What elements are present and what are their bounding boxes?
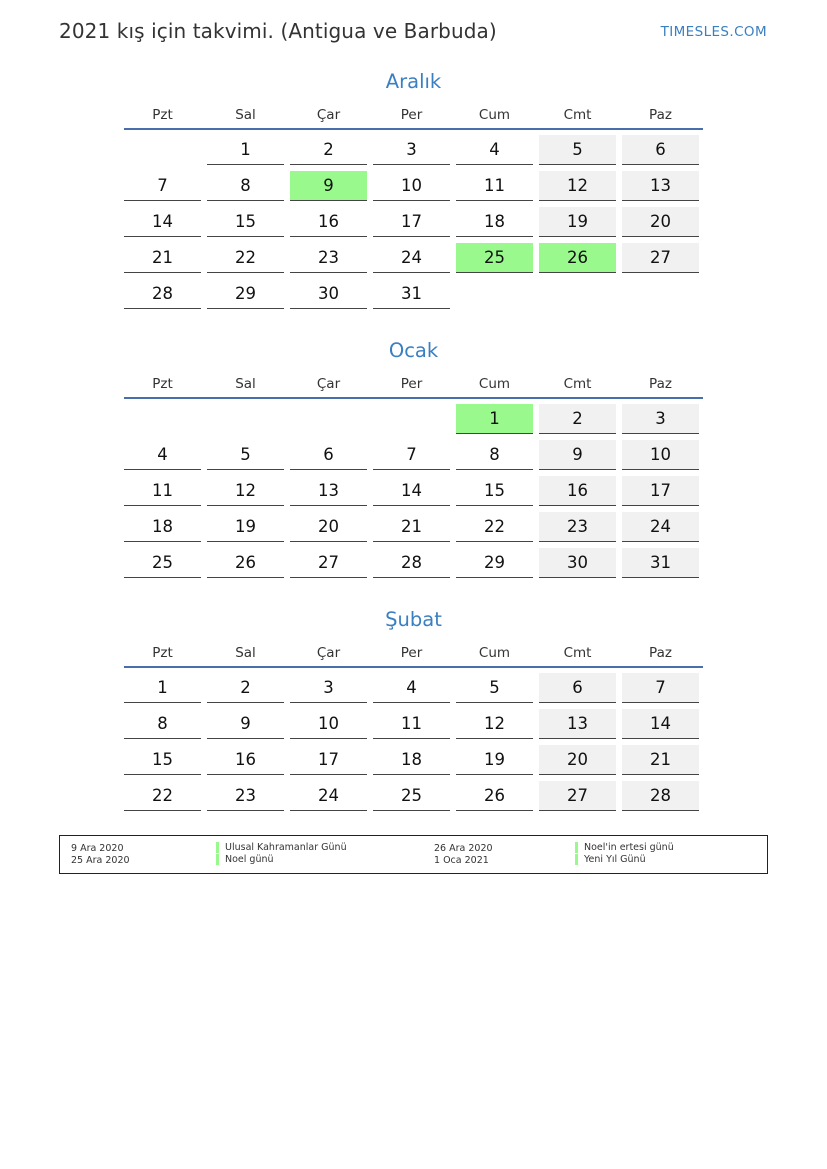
weekday-label: Pzt <box>152 376 173 392</box>
weekend-day-cell: 19 <box>539 207 616 237</box>
week-row <box>124 440 703 470</box>
weekend-day-cell: 5 <box>539 135 616 165</box>
month-1 <box>124 337 703 584</box>
day-cell: 13 <box>290 476 367 506</box>
holiday-day-cell: 9 <box>290 171 367 201</box>
weekend-day-cell: 3 <box>622 404 699 434</box>
week-row <box>124 709 703 739</box>
weekend-day-cell: 13 <box>539 709 616 739</box>
day-cell: 15 <box>456 476 533 506</box>
weekday-label: Paz <box>649 645 672 661</box>
month-name: Ocak <box>388 339 439 362</box>
empty-cell <box>207 404 284 434</box>
weekend-day-cell: 13 <box>622 171 699 201</box>
day-cell: 30 <box>290 279 367 309</box>
weekday-label: Pzt <box>152 645 173 661</box>
week-row <box>124 781 703 811</box>
weekday-header <box>124 376 703 399</box>
day-cell: 5 <box>456 673 533 703</box>
weekend-day-cell: 12 <box>539 171 616 201</box>
weekend-day-cell: 28 <box>622 781 699 811</box>
empty-cell <box>622 279 699 309</box>
legend-holiday-name: Noel'in ertesi günü <box>575 842 674 853</box>
day-cell: 4 <box>456 135 533 165</box>
weekday-label: Per <box>400 376 423 392</box>
weekend-day-cell: 16 <box>539 476 616 506</box>
day-cell: 19 <box>456 745 533 775</box>
legend-date: 1 Oca 2021 <box>434 855 489 866</box>
week-row <box>124 476 703 506</box>
legend-holiday-name: Ulusal Kahramanlar Günü <box>216 842 347 853</box>
legend-holiday-name: Yeni Yıl Günü <box>575 854 646 865</box>
weekend-day-cell: 20 <box>539 745 616 775</box>
legend-date: 9 Ara 2020 <box>71 843 124 854</box>
day-cell: 3 <box>290 673 367 703</box>
holiday-day-cell: 25 <box>456 243 533 273</box>
weekday-label: Sal <box>235 376 256 392</box>
empty-cell <box>290 404 367 434</box>
day-cell: 6 <box>290 440 367 470</box>
weekday-header <box>124 645 703 668</box>
day-cell: 29 <box>207 279 284 309</box>
day-cell: 31 <box>373 279 450 309</box>
day-cell: 10 <box>373 171 450 201</box>
week-row <box>124 171 703 201</box>
day-cell: 25 <box>373 781 450 811</box>
week-row <box>124 745 703 775</box>
day-cell: 19 <box>207 512 284 542</box>
weekend-day-cell: 17 <box>622 476 699 506</box>
day-cell: 2 <box>290 135 367 165</box>
day-cell: 9 <box>207 709 284 739</box>
legend-date: 26 Ara 2020 <box>434 843 493 854</box>
day-cell: 15 <box>207 207 284 237</box>
day-cell: 26 <box>456 781 533 811</box>
week-row <box>124 548 703 578</box>
holiday-legend <box>59 835 768 874</box>
weekday-label: Çar <box>316 645 341 661</box>
day-cell: 4 <box>124 440 201 470</box>
weekday-label: Per <box>400 645 423 661</box>
legend-holiday-name: Noel günü <box>216 854 274 865</box>
week-row <box>124 673 703 703</box>
weekday-label: Per <box>400 107 423 123</box>
weekday-label: Sal <box>235 107 256 123</box>
day-cell: 8 <box>456 440 533 470</box>
weekday-label: Cum <box>478 107 511 123</box>
day-cell: 17 <box>290 745 367 775</box>
weekday-label: Sal <box>235 645 256 661</box>
day-cell: 22 <box>124 781 201 811</box>
weekend-day-cell: 14 <box>622 709 699 739</box>
day-cell: 17 <box>373 207 450 237</box>
day-cell: 10 <box>290 709 367 739</box>
day-cell: 14 <box>373 476 450 506</box>
weekend-day-cell: 7 <box>622 673 699 703</box>
weekend-day-cell: 2 <box>539 404 616 434</box>
empty-cell <box>539 279 616 309</box>
week-list <box>124 135 703 309</box>
weekday-header <box>124 107 703 130</box>
weekday-label: Paz <box>649 376 672 392</box>
weekend-day-cell: 20 <box>622 207 699 237</box>
day-cell: 3 <box>373 135 450 165</box>
week-list <box>124 673 703 811</box>
day-cell: 21 <box>124 243 201 273</box>
month-name: Aralık <box>385 70 442 93</box>
day-cell: 8 <box>124 709 201 739</box>
page-title: 2021 kış için takvimi. (Antigua ve Barbuda) <box>59 19 497 43</box>
day-cell: 15 <box>124 745 201 775</box>
day-cell: 4 <box>373 673 450 703</box>
day-cell: 11 <box>373 709 450 739</box>
day-cell: 8 <box>207 171 284 201</box>
week-row <box>124 243 703 273</box>
weekend-day-cell: 23 <box>539 512 616 542</box>
day-cell: 1 <box>124 673 201 703</box>
weekday-label: Cmt <box>563 107 592 123</box>
week-row <box>124 404 703 434</box>
holiday-day-cell: 26 <box>539 243 616 273</box>
weekday-label: Cmt <box>563 645 592 661</box>
weekday-label: Pzt <box>152 107 173 123</box>
weekday-label: Cum <box>478 376 511 392</box>
empty-cell <box>124 135 201 165</box>
day-cell: 16 <box>290 207 367 237</box>
weekend-day-cell: 24 <box>622 512 699 542</box>
day-cell: 18 <box>456 207 533 237</box>
weekend-day-cell: 6 <box>539 673 616 703</box>
weekday-label: Paz <box>649 107 672 123</box>
week-row <box>124 135 703 165</box>
day-cell: 7 <box>373 440 450 470</box>
weekend-day-cell: 9 <box>539 440 616 470</box>
day-cell: 1 <box>207 135 284 165</box>
day-cell: 25 <box>124 548 201 578</box>
weekend-day-cell: 10 <box>622 440 699 470</box>
day-cell: 14 <box>124 207 201 237</box>
weekend-day-cell: 27 <box>539 781 616 811</box>
day-cell: 21 <box>373 512 450 542</box>
day-cell: 12 <box>207 476 284 506</box>
brand-link[interactable]: TIMESLES.COM <box>660 24 767 40</box>
day-cell: 18 <box>124 512 201 542</box>
day-cell: 23 <box>207 781 284 811</box>
weekend-day-cell: 30 <box>539 548 616 578</box>
day-cell: 22 <box>207 243 284 273</box>
day-cell: 28 <box>124 279 201 309</box>
weekday-label: Çar <box>316 107 341 123</box>
day-cell: 5 <box>207 440 284 470</box>
day-cell: 29 <box>456 548 533 578</box>
day-cell: 22 <box>456 512 533 542</box>
week-row <box>124 279 703 309</box>
day-cell: 16 <box>207 745 284 775</box>
weekend-day-cell: 27 <box>622 243 699 273</box>
week-row <box>124 207 703 237</box>
weekday-label: Cum <box>478 645 511 661</box>
day-cell: 2 <box>207 673 284 703</box>
day-cell: 27 <box>290 548 367 578</box>
day-cell: 24 <box>290 781 367 811</box>
weekend-day-cell: 21 <box>622 745 699 775</box>
day-cell: 12 <box>456 709 533 739</box>
day-cell: 24 <box>373 243 450 273</box>
week-list <box>124 404 703 578</box>
week-row <box>124 512 703 542</box>
day-cell: 23 <box>290 243 367 273</box>
empty-cell <box>124 404 201 434</box>
empty-cell <box>373 404 450 434</box>
weekday-label: Çar <box>316 376 341 392</box>
legend-date: 25 Ara 2020 <box>71 855 130 866</box>
month-name: Şubat <box>385 608 442 631</box>
day-cell: 26 <box>207 548 284 578</box>
weekend-day-cell: 6 <box>622 135 699 165</box>
day-cell: 7 <box>124 171 201 201</box>
day-cell: 11 <box>456 171 533 201</box>
month-2 <box>124 606 703 817</box>
month-0 <box>124 68 703 315</box>
day-cell: 28 <box>373 548 450 578</box>
weekday-label: Cmt <box>563 376 592 392</box>
holiday-day-cell: 1 <box>456 404 533 434</box>
weekend-day-cell: 31 <box>622 548 699 578</box>
day-cell: 20 <box>290 512 367 542</box>
day-cell: 11 <box>124 476 201 506</box>
day-cell: 18 <box>373 745 450 775</box>
empty-cell <box>456 279 533 309</box>
